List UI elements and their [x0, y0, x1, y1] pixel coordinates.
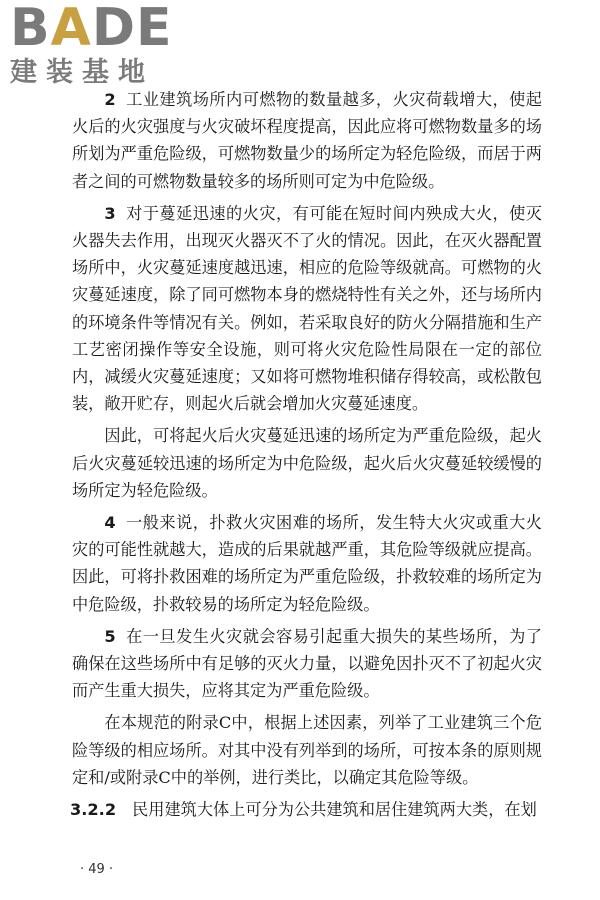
- brand-logo: [10, 2, 175, 90]
- paragraph-text: 在一旦发生火灾就会容易引起重大损失的某些场所，为了确保在这些场所中有足够的灭火力量，以避免因扑灭不了初起火灾而产生重大损失，应将其定为严重危险级。: [72, 626, 542, 701]
- paragraph: [72, 509, 542, 618]
- page-number: · 49 ·: [80, 862, 114, 877]
- paragraph-text: 工业建筑场所内可燃物的数量越多，火灾荷载增大，使起火后的火灾强度与火灾破坏程度提高，因此应将可燃物数量多的场所划为严重危险级，可燃物数量少的场所定为轻危险级，而居于两者之间的可燃物数量较多的场所则可定为中危险级。: [72, 90, 542, 191]
- item-number: 5: [104, 626, 116, 646]
- paragraph: [72, 709, 542, 791]
- paragraph: [72, 422, 542, 504]
- paragraph: [72, 623, 542, 705]
- paragraph-text: 对于蔓延迅速的火灾，有可能在短时间内殃成大火，使灭火器失去作用，出现灭火器灭不了火的情况。因此，在灭火器配置场所中，火灾蔓延速度越迅速，相应的危险等级就高。可燃物的火灾蔓延速度，除了同可燃物本身的燃烧特性有关之外，还与场所内的环境条件等情况有关。例如，若采取良好的防火分隔措施和生产工艺密闭操作等安全设施，则可将火灾危险性局限在一定的部位内，减缓火灾蔓延速度；又如将可燃物堆积储存得较高，或松散包装，敞开贮存，则起火后就会增加火灾蔓延速度。: [72, 203, 542, 414]
- logo-wordmark: BADE: [10, 0, 173, 58]
- paragraph-text: 在本规范的附录C中，根据上述因素，列举了工业建筑三个危险等级的相应场所。对其中没有列举到的场所，可按本条的原则规定和/或附录C中的举例，进行类比，以确定其危险等级。: [72, 713, 542, 787]
- logo-subtitle: 建装基地: [10, 57, 154, 88]
- section-number: 3.2.2: [70, 800, 117, 820]
- paragraph-text: 民用建筑大体上可分为公共建筑和居住建筑两大类，在划: [132, 800, 537, 820]
- item-number: 3: [104, 203, 116, 223]
- item-number: 2: [104, 90, 116, 109]
- section-paragraph: [70, 796, 542, 823]
- document-body: [72, 86, 542, 828]
- paragraph-text: 一般来说，扑救火灾困难的场所，发生特大火灾或重大火灾的可能性就越大，造成的后果就越严重，其危险等级就应提高。因此，可将扑救困难的场所定为严重危险级，扑救较难的场所定为中危险级，扑救较易的场所定为轻危险级。: [72, 513, 542, 614]
- item-number: 4: [104, 513, 116, 533]
- paragraph-text: 因此，可将起火后火灾蔓延迅速的场所定为严重危险级，起火后火灾蔓延较迅速的场所定为中危险级，起火后火灾蔓延较缓慢的场所定为轻危险级。: [72, 426, 542, 500]
- paragraph: [72, 86, 542, 195]
- paragraph: [72, 200, 542, 418]
